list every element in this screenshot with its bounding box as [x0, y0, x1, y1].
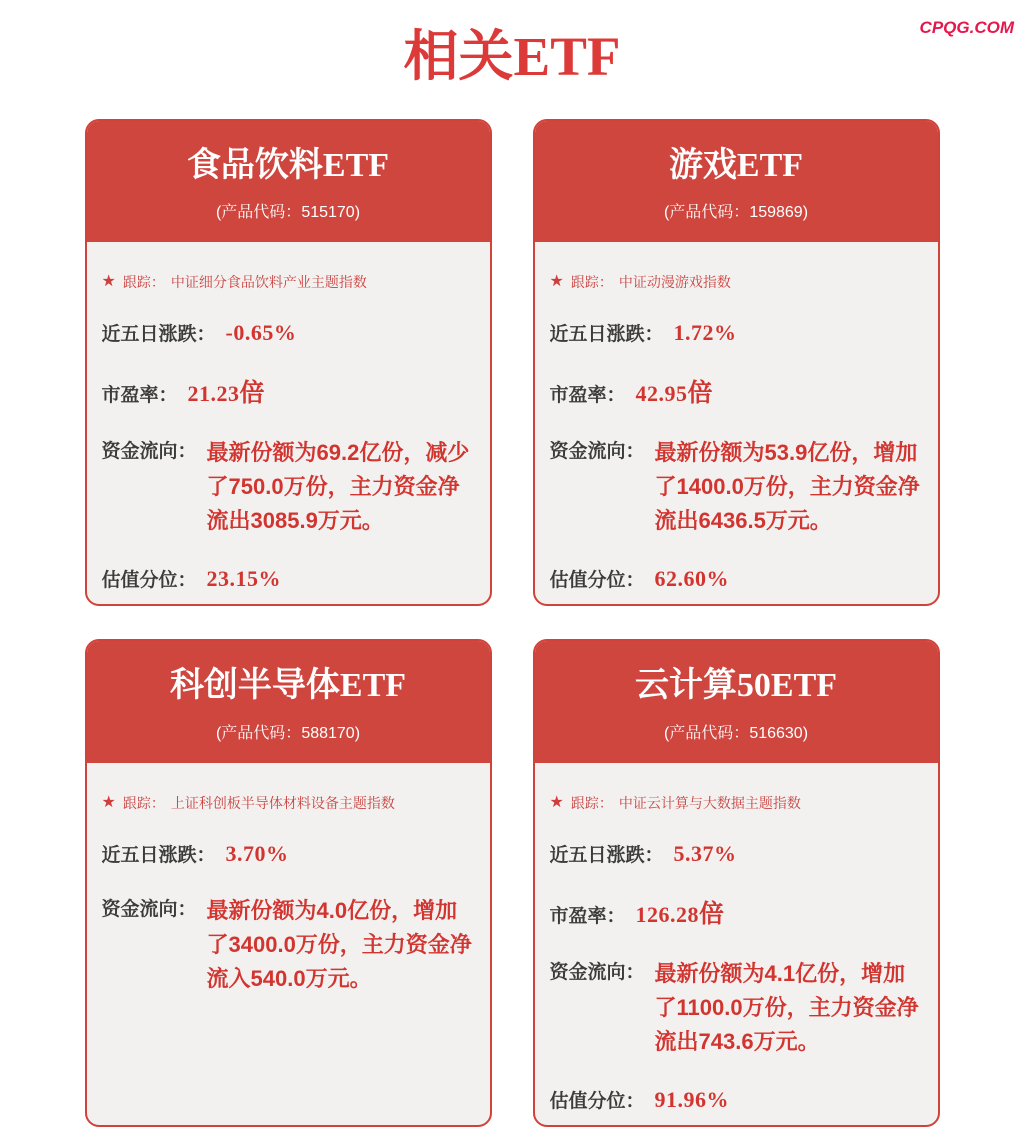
five-day-value: 3.70%: [225, 840, 289, 866]
etf-name: 云计算50ETF: [634, 667, 838, 705]
flow-label: 资金流向：: [549, 961, 645, 983]
card-header: [535, 121, 938, 242]
etf-product-code: [97, 199, 480, 222]
pe-ratio-row: [102, 373, 475, 409]
pe-value: 126.28: [635, 901, 700, 927]
code-suffix: ): [354, 204, 361, 222]
code-value: 588170: [301, 724, 355, 742]
flow-value: 最新份额为69.2亿份，减少了750.0万份，主力资金净流出3085.9万元。: [206, 440, 470, 534]
tracking-index: 上证科创板半导体材料设备主题指数: [170, 794, 395, 811]
flow-value: 最新份额为4.1亿份，增加了1100.0万份，主力资金净流出743.6万元。: [654, 960, 919, 1054]
etf-card-cloud-computing: [533, 639, 940, 1126]
code-prefix: (产品代码：: [215, 204, 302, 222]
etf-product-code: [545, 199, 928, 222]
tracking-index: 中证云计算与大数据主题指数: [618, 794, 801, 811]
tracking-label: 跟踪：: [122, 794, 165, 811]
five-day-label: 近五日涨跌：: [549, 844, 664, 866]
five-day-change-row: [550, 319, 923, 346]
code-suffix: ): [802, 724, 809, 742]
card-body: [87, 763, 490, 1008]
flow-label: 资金流向：: [101, 441, 197, 463]
etf-card-semiconductor: [85, 639, 492, 1126]
code-suffix: ): [802, 204, 809, 222]
star-icon: ★: [101, 793, 116, 811]
pe-label: 市盈率：: [101, 385, 178, 407]
tracking-row: [102, 272, 475, 292]
etf-name: 食品饮料ETF: [186, 147, 390, 184]
five-day-value: 1.72%: [673, 320, 737, 346]
etf-card-game: [533, 119, 940, 606]
pe-unit: 倍: [687, 379, 713, 408]
pe-value: 42.95: [635, 381, 688, 407]
valuation-row: [550, 1086, 923, 1113]
valuation-row: [550, 565, 923, 592]
code-value: 515170: [301, 204, 355, 222]
pe-unit: 倍: [699, 899, 725, 928]
etf-cards-grid: [85, 119, 940, 1127]
pe-unit: 倍: [239, 379, 265, 408]
pe-label: 市盈率：: [549, 385, 626, 407]
page-title: 相关ETF: [403, 26, 621, 87]
star-icon: ★: [101, 273, 116, 291]
site-logo: CPQG.COM: [919, 18, 1014, 37]
tracking-index: 中证细分食品饮料产业主题指数: [170, 274, 367, 291]
flow-label: 资金流向：: [549, 441, 645, 463]
star-icon: ★: [549, 273, 564, 291]
fund-flow-row: [550, 957, 923, 1059]
valuation-label: 估值分位：: [101, 570, 197, 592]
card-body: [535, 763, 938, 1125]
card-body: [87, 242, 490, 604]
card-header: [535, 641, 938, 762]
etf-name: 科创半导体ETF: [169, 667, 407, 705]
code-prefix: (产品代码：: [215, 724, 302, 742]
valuation-value: 23.15%: [206, 566, 282, 592]
card-header: [87, 121, 490, 242]
card-body: [535, 242, 938, 604]
code-value: 516630: [749, 724, 803, 742]
flow-value: 最新份额为4.0亿份，增加了3400.0万份，主力资金净流入540.0万元。: [206, 897, 472, 991]
five-day-label: 近五日涨跌：: [101, 844, 216, 866]
five-day-label: 近五日涨跌：: [101, 324, 216, 346]
valuation-label: 估值分位：: [549, 1090, 645, 1112]
fund-flow-row: [102, 436, 475, 538]
code-value: 159869: [749, 204, 803, 222]
etf-name: 游戏ETF: [668, 147, 804, 184]
flow-label: 资金流向：: [101, 898, 197, 920]
etf-product-code: [97, 720, 480, 743]
tracking-index: 中证动漫游戏指数: [618, 274, 731, 291]
five-day-change-row: [550, 840, 923, 867]
code-suffix: ): [354, 724, 361, 742]
five-day-label: 近五日涨跌：: [549, 324, 664, 346]
five-day-value: -0.65%: [225, 320, 297, 346]
pe-ratio-row: [550, 373, 923, 409]
flow-value: 最新份额为53.9亿份，增加了1400.0万份，主力资金净流出6436.5万元。: [654, 440, 920, 534]
valuation-row: [102, 565, 475, 592]
valuation-value: 91.96%: [654, 1086, 730, 1112]
etf-card-food-beverage: [85, 119, 492, 606]
tracking-label: 跟踪：: [570, 794, 613, 811]
pe-label: 市盈率：: [549, 905, 626, 927]
card-header: [87, 641, 490, 762]
tracking-label: 跟踪：: [122, 274, 165, 291]
code-prefix: (产品代码：: [663, 204, 750, 222]
valuation-value: 62.60%: [654, 566, 730, 592]
pe-ratio-row: [550, 894, 923, 930]
etf-product-code: [545, 720, 928, 743]
tracking-row: [550, 793, 923, 813]
valuation-label: 估值分位：: [549, 570, 645, 592]
tracking-row: [550, 272, 923, 292]
tracking-row: [102, 793, 475, 813]
fund-flow-row: [102, 894, 475, 996]
fund-flow-row: [550, 436, 923, 538]
five-day-value: 5.37%: [673, 840, 737, 866]
five-day-change-row: [102, 319, 475, 346]
code-prefix: (产品代码：: [663, 724, 750, 742]
star-icon: ★: [549, 793, 564, 811]
tracking-label: 跟踪：: [570, 274, 613, 291]
five-day-change-row: [102, 840, 475, 867]
pe-value: 21.23: [187, 381, 240, 407]
